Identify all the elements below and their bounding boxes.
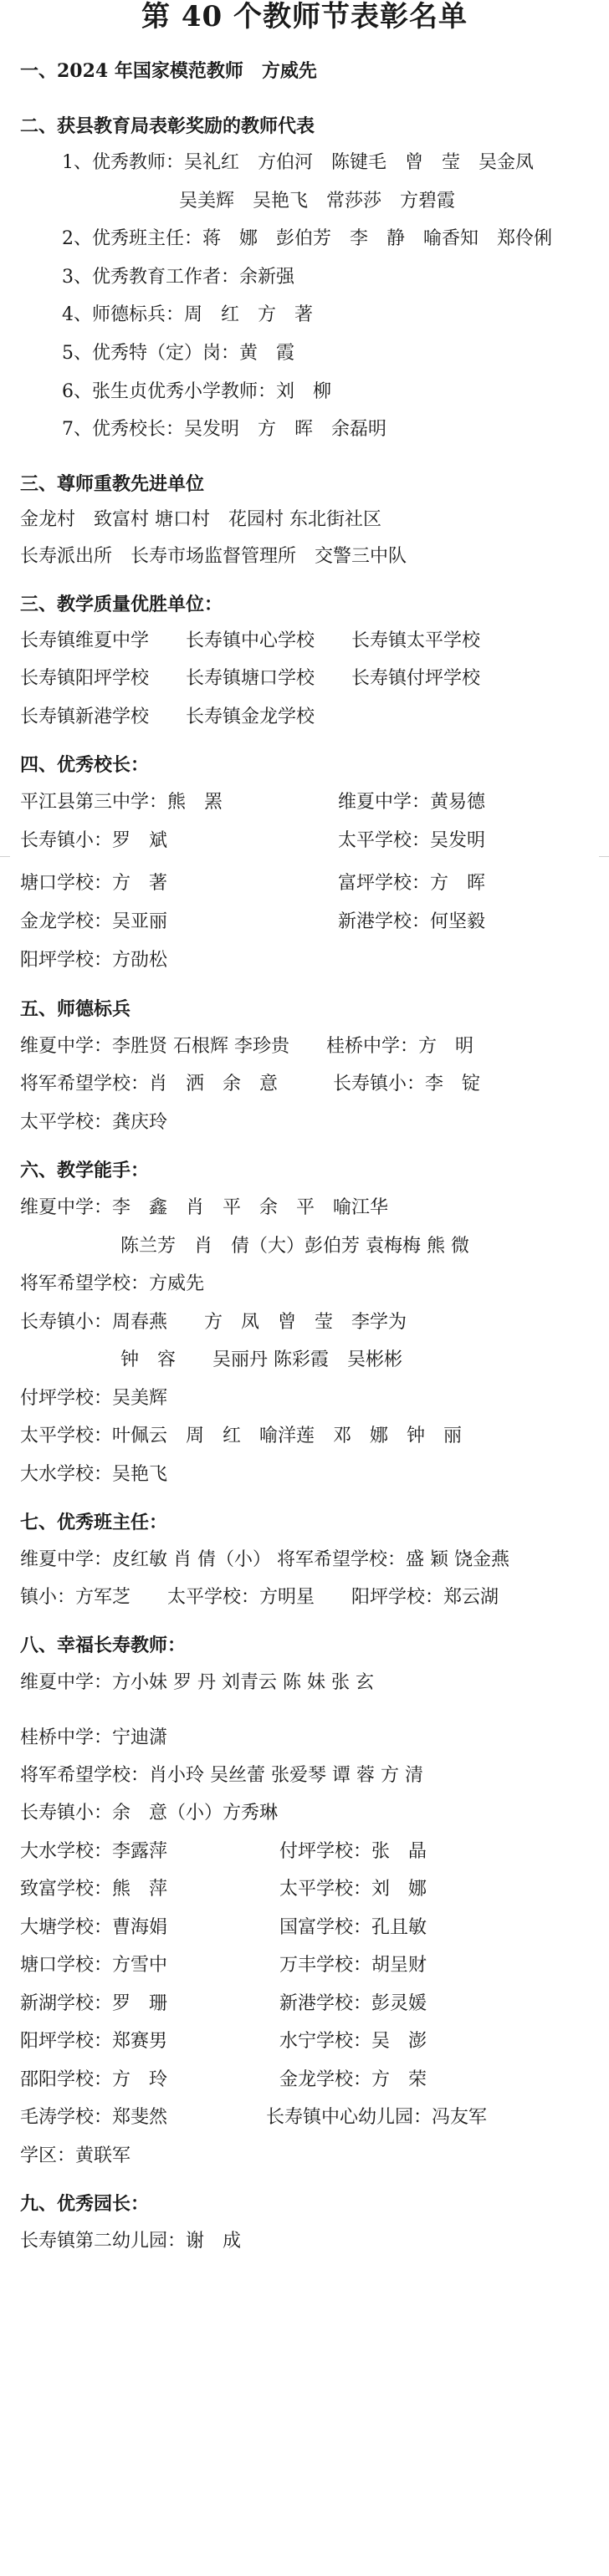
section-2-item: 1、优秀教师：吴礼红 方伯河 陈键毛 曾 莹 吴金凤 xyxy=(62,152,534,173)
section-8-row: 桂桥中学：宁迪潇 xyxy=(20,1727,168,1748)
section-6-row: 长寿镇小：周春燕 方 凤 曾 莹 李学为 xyxy=(20,1312,407,1333)
section-8-right-item: 长寿镇中心幼儿园：冯友军 xyxy=(266,2107,488,2128)
section-8-left-item: 致富学校：熊 萍 xyxy=(20,1879,168,1900)
section-5-row: 维夏中学：李胜贤 石根辉 李珍贵 桂桥中学：方 明 xyxy=(20,1036,473,1057)
section-8-right-item: 国富学校：孔且敏 xyxy=(279,1917,427,1938)
section-8-left-item: 大塘学校：曹海娟 xyxy=(20,1917,168,1938)
section-6-row: 大水学校：吴艳飞 xyxy=(20,1464,168,1485)
section-4-right-item: 维夏中学：黄易德 xyxy=(338,792,486,813)
section-8-left-item: 阳坪学校：郑赛男 xyxy=(20,2031,168,2052)
section-8-left-item: 大水学校：李露萍 xyxy=(20,1841,168,1862)
section-2-item: 5、优秀特（定）岗：黄 霞 xyxy=(62,343,294,364)
section-3a-heading: 三、尊师重教先进单位 xyxy=(20,473,205,495)
section-2-heading: 二、获县教育局表彰奖励的教师代表 xyxy=(20,115,315,137)
section-8-left-item: 新湖学校：罗 珊 xyxy=(20,1993,168,2014)
section-4-left-item: 金龙学校：吴亚丽 xyxy=(20,911,168,932)
section-2-item: 2、优秀班主任：蒋 娜 彭伯芳 李 静 喻香知 郑伶俐 xyxy=(62,228,552,249)
section-3b-row: 长寿镇维夏中学 长寿镇中心学校 长寿镇太平学校 xyxy=(20,630,481,651)
section-8-right-item: 水宁学校：吴 澎 xyxy=(279,2031,427,2052)
page-divider-mark-left xyxy=(0,856,10,857)
page-title: 第 40 个教师节表彰名单 xyxy=(141,0,468,33)
section-9-row: 长寿镇第二幼儿园：谢 成 xyxy=(20,2231,242,2252)
page-divider-mark-right xyxy=(599,856,609,857)
section-6-row: 陈兰芳 肖 倩（大）彭伯芳 袁梅梅 熊 微 xyxy=(120,1236,469,1257)
section-1-heading: 一、2024 年国家模范教师 方威先 xyxy=(20,60,317,82)
section-2-item: 吴美辉 吴艳飞 常莎莎 方碧霞 xyxy=(179,191,456,212)
section-8-right-item: 新港学校：彭灵媛 xyxy=(279,1993,427,2014)
section-8-right-item: 太平学校：刘 娜 xyxy=(279,1879,427,1900)
section-8-last-row: 学区：黄联军 xyxy=(20,2145,131,2166)
section-4-right-item: 太平学校：吴发明 xyxy=(338,830,486,851)
section-6-row: 钟 容 吴丽丹 陈彩霞 吴彬彬 xyxy=(120,1349,402,1370)
section-6-row: 将军希望学校：方威先 xyxy=(20,1273,205,1294)
section-3b-heading: 三、教学质量优胜单位： xyxy=(20,594,223,615)
section-8-row: 将军希望学校：肖小玲 吴丝蕾 张爱琴 谭 蓉 方 清 xyxy=(20,1765,423,1786)
section-4-left-item: 阳坪学校：方劭松 xyxy=(20,950,168,971)
section-2-item: 4、师德标兵：周 红 方 著 xyxy=(62,304,313,325)
section-2-item: 7、优秀校长：吴发明 方 晖 余磊明 xyxy=(62,419,386,440)
section-9-heading: 九、优秀园长： xyxy=(20,2193,150,2215)
section-3b-row: 长寿镇新港学校 长寿镇金龙学校 xyxy=(20,706,315,727)
section-3a-row: 金龙村 致富村 塘口村 花园村 东北街社区 xyxy=(20,509,381,530)
section-4-right-item: 新港学校：何坚毅 xyxy=(338,911,486,932)
section-8-heading: 八、幸福长寿教师： xyxy=(20,1635,187,1656)
section-2-item: 6、张生贞优秀小学教师：刘 柳 xyxy=(62,381,331,402)
section-5-row: 太平学校：龚庆玲 xyxy=(20,1112,168,1133)
section-8-right-item: 付坪学校：张 晶 xyxy=(279,1841,427,1862)
section-4-left-item: 长寿镇小：罗 斌 xyxy=(20,830,168,851)
section-4-right-item: 富坪学校：方 晖 xyxy=(338,873,486,894)
section-2-item: 3、优秀教育工作者：余新强 xyxy=(62,267,294,288)
section-8-right-item: 金龙学校：方 荣 xyxy=(279,2069,427,2090)
section-7-row: 维夏中学：皮红敏 肖 倩（小） 将军希望学校：盛 颖 饶金燕 xyxy=(20,1549,509,1570)
section-8-left-item: 邵阳学校：方 玲 xyxy=(20,2069,168,2090)
section-5-heading: 五、师德标兵 xyxy=(20,998,131,1020)
section-8-row: 长寿镇小：余 意（小）方秀琳 xyxy=(20,1803,279,1824)
section-8-left-item: 毛涛学校：郑斐然 xyxy=(20,2107,168,2128)
section-7-heading: 七、优秀班主任： xyxy=(20,1512,168,1533)
section-4-left-item: 平江县第三中学：熊 罴 xyxy=(20,792,223,813)
section-6-row: 维夏中学：李 鑫 肖 平 余 平 喻江华 xyxy=(20,1197,389,1218)
section-6-heading: 六、教学能手： xyxy=(20,1160,150,1181)
section-6-row: 太平学校：叶佩云 周 红 喻洋莲 邓 娜 钟 丽 xyxy=(20,1426,463,1446)
section-8-right-item: 万丰学校：胡呈财 xyxy=(279,1955,427,1976)
section-3a-row: 长寿派出所 长寿市场监督管理所 交警三中队 xyxy=(20,546,407,567)
section-5-row: 将军希望学校：肖 洒 余 意 长寿镇小：李 锭 xyxy=(20,1074,481,1094)
section-7-row: 镇小：方军芝 太平学校：方明星 阳坪学校：郑云湖 xyxy=(20,1587,499,1608)
section-4-heading: 四、优秀校长： xyxy=(20,754,150,776)
section-8-left-item: 塘口学校：方雪中 xyxy=(20,1955,168,1976)
section-8-row: 维夏中学：方小妹 罗 丹 刘青云 陈 妹 张 玄 xyxy=(20,1672,374,1693)
section-4-left-item: 塘口学校：方 著 xyxy=(20,873,168,894)
section-3b-row: 长寿镇阳坪学校 长寿镇塘口学校 长寿镇付坪学校 xyxy=(20,668,481,689)
section-6-row: 付坪学校：吴美辉 xyxy=(20,1388,168,1409)
